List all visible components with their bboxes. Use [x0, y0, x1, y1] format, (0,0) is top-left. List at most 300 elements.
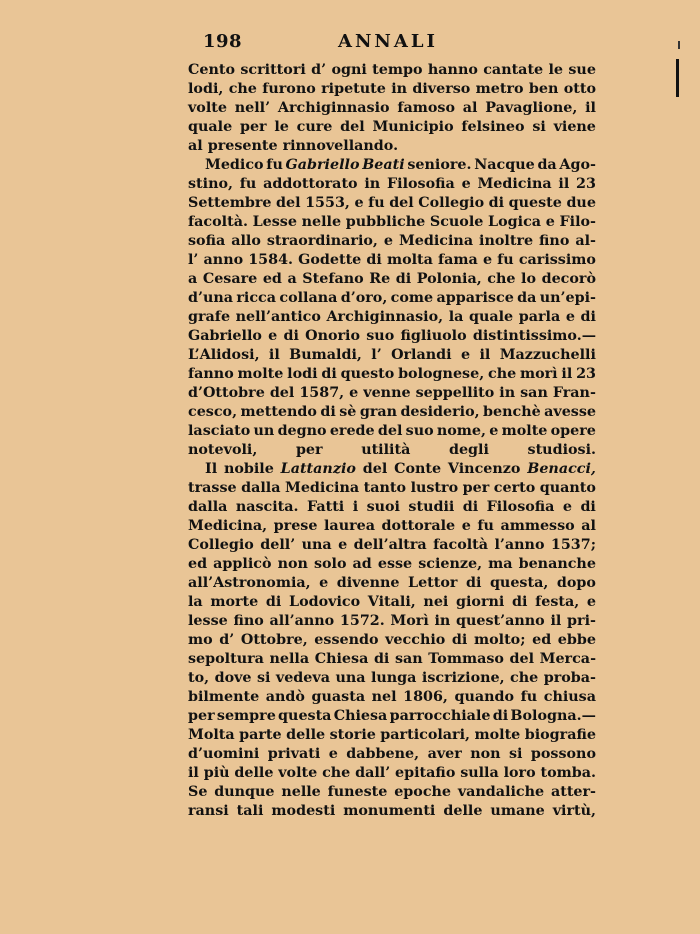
word: san — [520, 385, 548, 401]
word: Conte — [394, 461, 442, 477]
word: Lattanzio — [280, 461, 356, 477]
word: a — [287, 271, 297, 287]
word: dopo — [556, 575, 596, 591]
word: Gabriello — [285, 157, 360, 173]
word: Collegio — [418, 195, 485, 211]
text-line — [188, 631, 596, 650]
word: e — [545, 214, 555, 230]
word: che — [487, 366, 517, 382]
word: e — [562, 499, 572, 515]
word: per — [188, 708, 215, 724]
word: Settembre — [188, 195, 272, 211]
word: di — [265, 594, 282, 610]
word: felsineo — [461, 119, 525, 135]
word: furono — [262, 81, 316, 97]
word: funeste — [327, 784, 388, 800]
word: Vitali, — [367, 594, 416, 610]
word: e — [586, 594, 596, 610]
word: da — [537, 157, 557, 173]
word: benanche — [518, 556, 596, 572]
word: di — [580, 309, 596, 325]
word: loro — [503, 765, 536, 781]
paragraph — [188, 460, 596, 821]
word: Cesare — [202, 271, 258, 287]
word: come — [390, 290, 434, 306]
word: e — [338, 537, 348, 553]
word: epoche — [394, 784, 452, 800]
word: in — [434, 613, 451, 629]
word: divenne — [336, 575, 400, 591]
word: cure — [296, 119, 333, 135]
word: il — [585, 100, 596, 116]
word: Benacci, — [527, 461, 596, 477]
word: desiderio, — [400, 404, 480, 420]
word: trasse — [188, 480, 237, 496]
paragraph — [188, 156, 596, 460]
word: di — [321, 366, 337, 382]
word: aver — [427, 746, 462, 762]
word: cesco, — [188, 404, 238, 420]
word: queste — [508, 195, 562, 211]
word: scrittori — [240, 62, 306, 78]
word: Lettor — [408, 575, 458, 591]
text-line — [188, 707, 596, 726]
word: sempre — [216, 708, 276, 724]
word: il — [268, 347, 280, 363]
word: ripetute — [321, 81, 386, 97]
word: da — [517, 290, 537, 306]
margin-mark-bar — [676, 59, 679, 97]
word: suoi — [366, 499, 400, 515]
word: 1584. — [248, 252, 294, 268]
word: in — [364, 176, 381, 192]
word: del — [269, 385, 295, 401]
word: questo — [340, 366, 395, 382]
text-line — [188, 270, 596, 289]
word: storie — [329, 727, 376, 743]
word: atter- — [550, 784, 596, 800]
body-text — [188, 61, 596, 821]
word: non — [277, 556, 308, 572]
word: fu — [477, 518, 494, 534]
text-line — [188, 61, 596, 80]
word: e — [461, 176, 471, 192]
word: sue — [568, 62, 596, 78]
word: ma — [488, 556, 513, 572]
word: di — [492, 708, 509, 724]
word: 1553, — [305, 195, 350, 211]
paragraph — [188, 61, 596, 156]
word: facoltà. — [188, 214, 248, 230]
word: metro — [475, 81, 524, 97]
word: morte — [210, 594, 259, 610]
word: 1587, — [299, 385, 345, 401]
word: dall’ — [355, 765, 391, 781]
word: Medicina, — [188, 518, 268, 534]
text-line — [188, 232, 596, 251]
word: straordinario, — [266, 233, 378, 249]
text-line — [188, 99, 596, 118]
word: fu — [266, 157, 283, 173]
word: del — [340, 119, 365, 135]
word: di — [511, 594, 528, 610]
word: Archiginnasio, — [326, 309, 444, 325]
word: molte — [237, 366, 284, 382]
word: rinnovellando. — [282, 138, 399, 154]
word: si — [508, 746, 523, 762]
word: san — [394, 651, 423, 667]
text-line — [188, 460, 596, 479]
word: Archiginnasio — [277, 100, 390, 116]
word: parla — [518, 309, 561, 325]
word: Filo- — [559, 214, 596, 230]
word: Beati — [362, 157, 405, 173]
word: ben — [528, 81, 559, 97]
text-line — [188, 498, 596, 517]
word: allo — [231, 233, 261, 249]
word: famoso — [397, 100, 455, 116]
word: venne — [363, 385, 411, 401]
word: lesse — [188, 613, 228, 629]
word: sulla — [460, 765, 499, 781]
word: il — [558, 176, 570, 192]
word: essendo — [314, 632, 379, 648]
word: parrocchiale — [389, 708, 491, 724]
word: e — [383, 233, 393, 249]
word: applicò — [213, 556, 272, 572]
word: guasta — [311, 689, 366, 705]
word: carissimo — [518, 252, 596, 268]
word: studiosi. — [527, 442, 596, 458]
word: figliuolo — [400, 328, 467, 344]
word: volte — [188, 100, 227, 116]
word: all’Astronomia, — [188, 575, 311, 591]
margin-mark-dot — [678, 41, 680, 49]
word: d’una — [188, 290, 234, 306]
word: l’ — [188, 252, 199, 268]
word: Re — [369, 271, 391, 287]
word: Polonia, — [416, 271, 482, 287]
word: di — [373, 651, 390, 667]
word: ed — [532, 632, 552, 648]
word: Filosofia — [386, 176, 455, 192]
word: privati — [267, 746, 321, 762]
word: ad — [352, 556, 372, 572]
word: all’anno — [269, 613, 335, 629]
word: 1537; — [550, 537, 596, 553]
word: bilmente — [188, 689, 260, 705]
word: Scuole — [429, 214, 484, 230]
word: l’ — [371, 347, 382, 363]
text-line — [188, 650, 596, 669]
word: prese — [273, 518, 318, 534]
word: chiusa — [543, 689, 596, 705]
word: due — [566, 195, 596, 211]
word: dunque — [214, 784, 275, 800]
word: Onorio — [305, 328, 361, 344]
text-line — [188, 403, 596, 422]
text-line — [188, 194, 596, 213]
word: lo — [521, 271, 537, 287]
text-line — [188, 764, 596, 783]
word: e — [319, 575, 329, 591]
word: ebbe — [557, 632, 596, 648]
word: di — [320, 404, 336, 420]
word: notevoli, — [188, 442, 258, 458]
word: degno — [277, 423, 327, 439]
text-line — [188, 669, 596, 688]
word: Merca- — [539, 651, 596, 667]
word: ogni — [331, 62, 367, 78]
word: fino — [539, 233, 570, 249]
word: Chiesa — [333, 708, 388, 724]
word: mo — [188, 632, 213, 648]
word: nei — [423, 594, 449, 610]
word: nelle — [301, 214, 342, 230]
word: 23 — [576, 176, 596, 192]
word: di — [451, 632, 468, 648]
word: nobile — [223, 461, 274, 477]
running-head: ANNALI — [338, 31, 438, 52]
word: modesti — [271, 803, 336, 819]
word: delle — [286, 727, 326, 743]
word: avesse — [544, 404, 596, 420]
word: che — [487, 271, 516, 287]
word: e — [482, 252, 493, 268]
word: questa, — [489, 575, 549, 591]
word: Cento — [188, 62, 236, 78]
word: distintissimo.— — [472, 328, 596, 344]
text-line — [188, 213, 596, 232]
word: e — [461, 518, 471, 534]
word: e — [268, 328, 278, 344]
word: fu — [497, 252, 514, 268]
word: e — [349, 385, 359, 401]
word: si — [256, 670, 271, 686]
word: apparisce — [436, 290, 514, 306]
word: quale — [188, 119, 233, 135]
word: il — [479, 347, 491, 363]
word: ransi — [188, 803, 229, 819]
word: Godette — [298, 252, 362, 268]
word: e — [328, 746, 338, 762]
word: si — [532, 119, 546, 135]
word: collana — [279, 290, 338, 306]
word: di — [580, 499, 596, 515]
word: di — [465, 575, 482, 591]
word: biografie — [524, 727, 596, 743]
word: tali — [236, 803, 264, 819]
word: d’oro, — [340, 290, 388, 306]
word: Fran- — [552, 385, 596, 401]
word: sepoltura — [188, 651, 264, 667]
word: Molta — [188, 727, 235, 743]
word: festa, — [535, 594, 580, 610]
word: Medicina — [477, 176, 552, 192]
text-line — [188, 612, 596, 631]
word: umane — [490, 803, 545, 819]
word: fanno — [188, 366, 234, 382]
text-line — [188, 327, 596, 346]
word: una — [335, 670, 366, 686]
word: Morì — [390, 613, 429, 629]
word: un — [253, 423, 275, 439]
word: hanno — [427, 62, 478, 78]
word: proba- — [543, 670, 596, 686]
word: decorò — [541, 271, 596, 287]
word: esse — [377, 556, 413, 572]
word: Lesse — [252, 214, 297, 230]
word: ed — [188, 556, 208, 572]
word: nelle — [281, 784, 321, 800]
word: Orlandi — [391, 347, 452, 363]
text-line — [188, 726, 596, 745]
word: fino — [233, 613, 264, 629]
word: e — [565, 309, 575, 325]
word: i — [352, 499, 359, 515]
word: morì — [519, 366, 558, 382]
word: fu — [520, 689, 538, 705]
word: quanto — [539, 480, 596, 496]
word: diverso — [412, 81, 471, 97]
word: Ottobre, — [240, 632, 308, 648]
word: ricca — [236, 290, 277, 306]
word: dell’altra — [353, 537, 427, 553]
word: pubbliche — [345, 214, 426, 230]
word: Medicina — [285, 480, 360, 496]
word: Bologna.— — [510, 708, 596, 724]
word: al — [188, 138, 203, 154]
word: seniore. — [407, 157, 472, 173]
word: nella — [269, 651, 310, 667]
text-line — [188, 365, 596, 384]
word: lustro — [410, 480, 459, 496]
text-line — [188, 593, 596, 612]
word: il — [188, 765, 199, 781]
word: un’epi- — [539, 290, 596, 306]
word: d’Ottobre — [188, 385, 265, 401]
word: fu — [239, 176, 257, 192]
word: dove — [214, 670, 252, 686]
word: Fatti — [306, 499, 345, 515]
text-line — [188, 422, 596, 441]
word: otto — [563, 81, 596, 97]
word: Lodovico — [289, 594, 361, 610]
word: to, — [188, 670, 210, 686]
word: del — [509, 651, 535, 667]
word: del — [362, 461, 388, 477]
word: cantate — [483, 62, 544, 78]
word: benchè — [483, 404, 541, 420]
word: virtù, — [552, 803, 596, 819]
word: del — [276, 195, 301, 211]
word: vecchio — [385, 632, 446, 648]
word: quando — [454, 689, 515, 705]
word: e — [354, 195, 364, 211]
word: nel — [371, 689, 397, 705]
word: Chiesa — [314, 651, 369, 667]
word: 1572. — [339, 613, 385, 629]
word: dabbene, — [346, 746, 420, 762]
word: di — [462, 499, 479, 515]
word: lasciato — [188, 423, 251, 439]
word: lodi — [287, 366, 318, 382]
word: Logica — [488, 214, 542, 230]
text-line — [188, 156, 596, 175]
word: dell’ — [260, 537, 296, 553]
word: Medico — [205, 157, 264, 173]
word: gran — [359, 404, 398, 420]
word: vedeva — [275, 670, 330, 686]
word: utilità — [361, 442, 411, 458]
word: Mazzuchelli — [499, 347, 596, 363]
word: nome, — [436, 423, 487, 439]
word: quest’anno — [456, 613, 545, 629]
text-line — [188, 251, 596, 270]
word: Collegio — [188, 537, 254, 553]
word: del — [377, 423, 403, 439]
word: le — [548, 62, 564, 78]
word: per — [462, 480, 490, 496]
word: una — [301, 537, 332, 553]
word: Se — [188, 784, 208, 800]
word: l’anno — [494, 537, 545, 553]
text-line — [188, 555, 596, 574]
word: per — [295, 442, 323, 458]
word: più — [203, 765, 230, 781]
word: degli — [448, 442, 489, 458]
word: lunga — [370, 670, 417, 686]
word: quale — [468, 309, 514, 325]
word: ed — [262, 271, 282, 287]
word: bolognese, — [398, 366, 485, 382]
word: che — [510, 670, 539, 686]
word: viene — [553, 119, 596, 135]
word: tanto — [363, 480, 407, 496]
word: Nacque — [474, 157, 535, 173]
text-line — [188, 346, 596, 365]
word: delle — [443, 803, 483, 819]
word: delle — [234, 765, 274, 781]
word: molta — [386, 252, 433, 268]
word: le — [274, 119, 289, 135]
text-line — [188, 536, 596, 555]
word: vandaliche — [457, 784, 545, 800]
word: lodi, — [188, 81, 224, 97]
word: erede — [329, 423, 375, 439]
word: dalla — [241, 480, 281, 496]
word: molte — [474, 727, 521, 743]
word: suo — [405, 423, 434, 439]
word: in — [391, 81, 408, 97]
word: Bumaldi, — [289, 347, 362, 363]
text-line — [188, 175, 596, 194]
word: volte — [278, 765, 318, 781]
text-line — [188, 802, 596, 821]
word: seppellito — [415, 385, 495, 401]
word: la — [188, 594, 203, 610]
word: molte — [501, 423, 548, 439]
word: la — [448, 309, 464, 325]
word: dottorale — [381, 518, 456, 534]
word: in — [499, 385, 516, 401]
word: Medicina — [398, 233, 474, 249]
word: tempo — [372, 62, 423, 78]
word: sofia — [188, 233, 226, 249]
word: di — [395, 271, 412, 287]
word: Pavaglione, — [485, 100, 578, 116]
word: di — [283, 328, 299, 344]
